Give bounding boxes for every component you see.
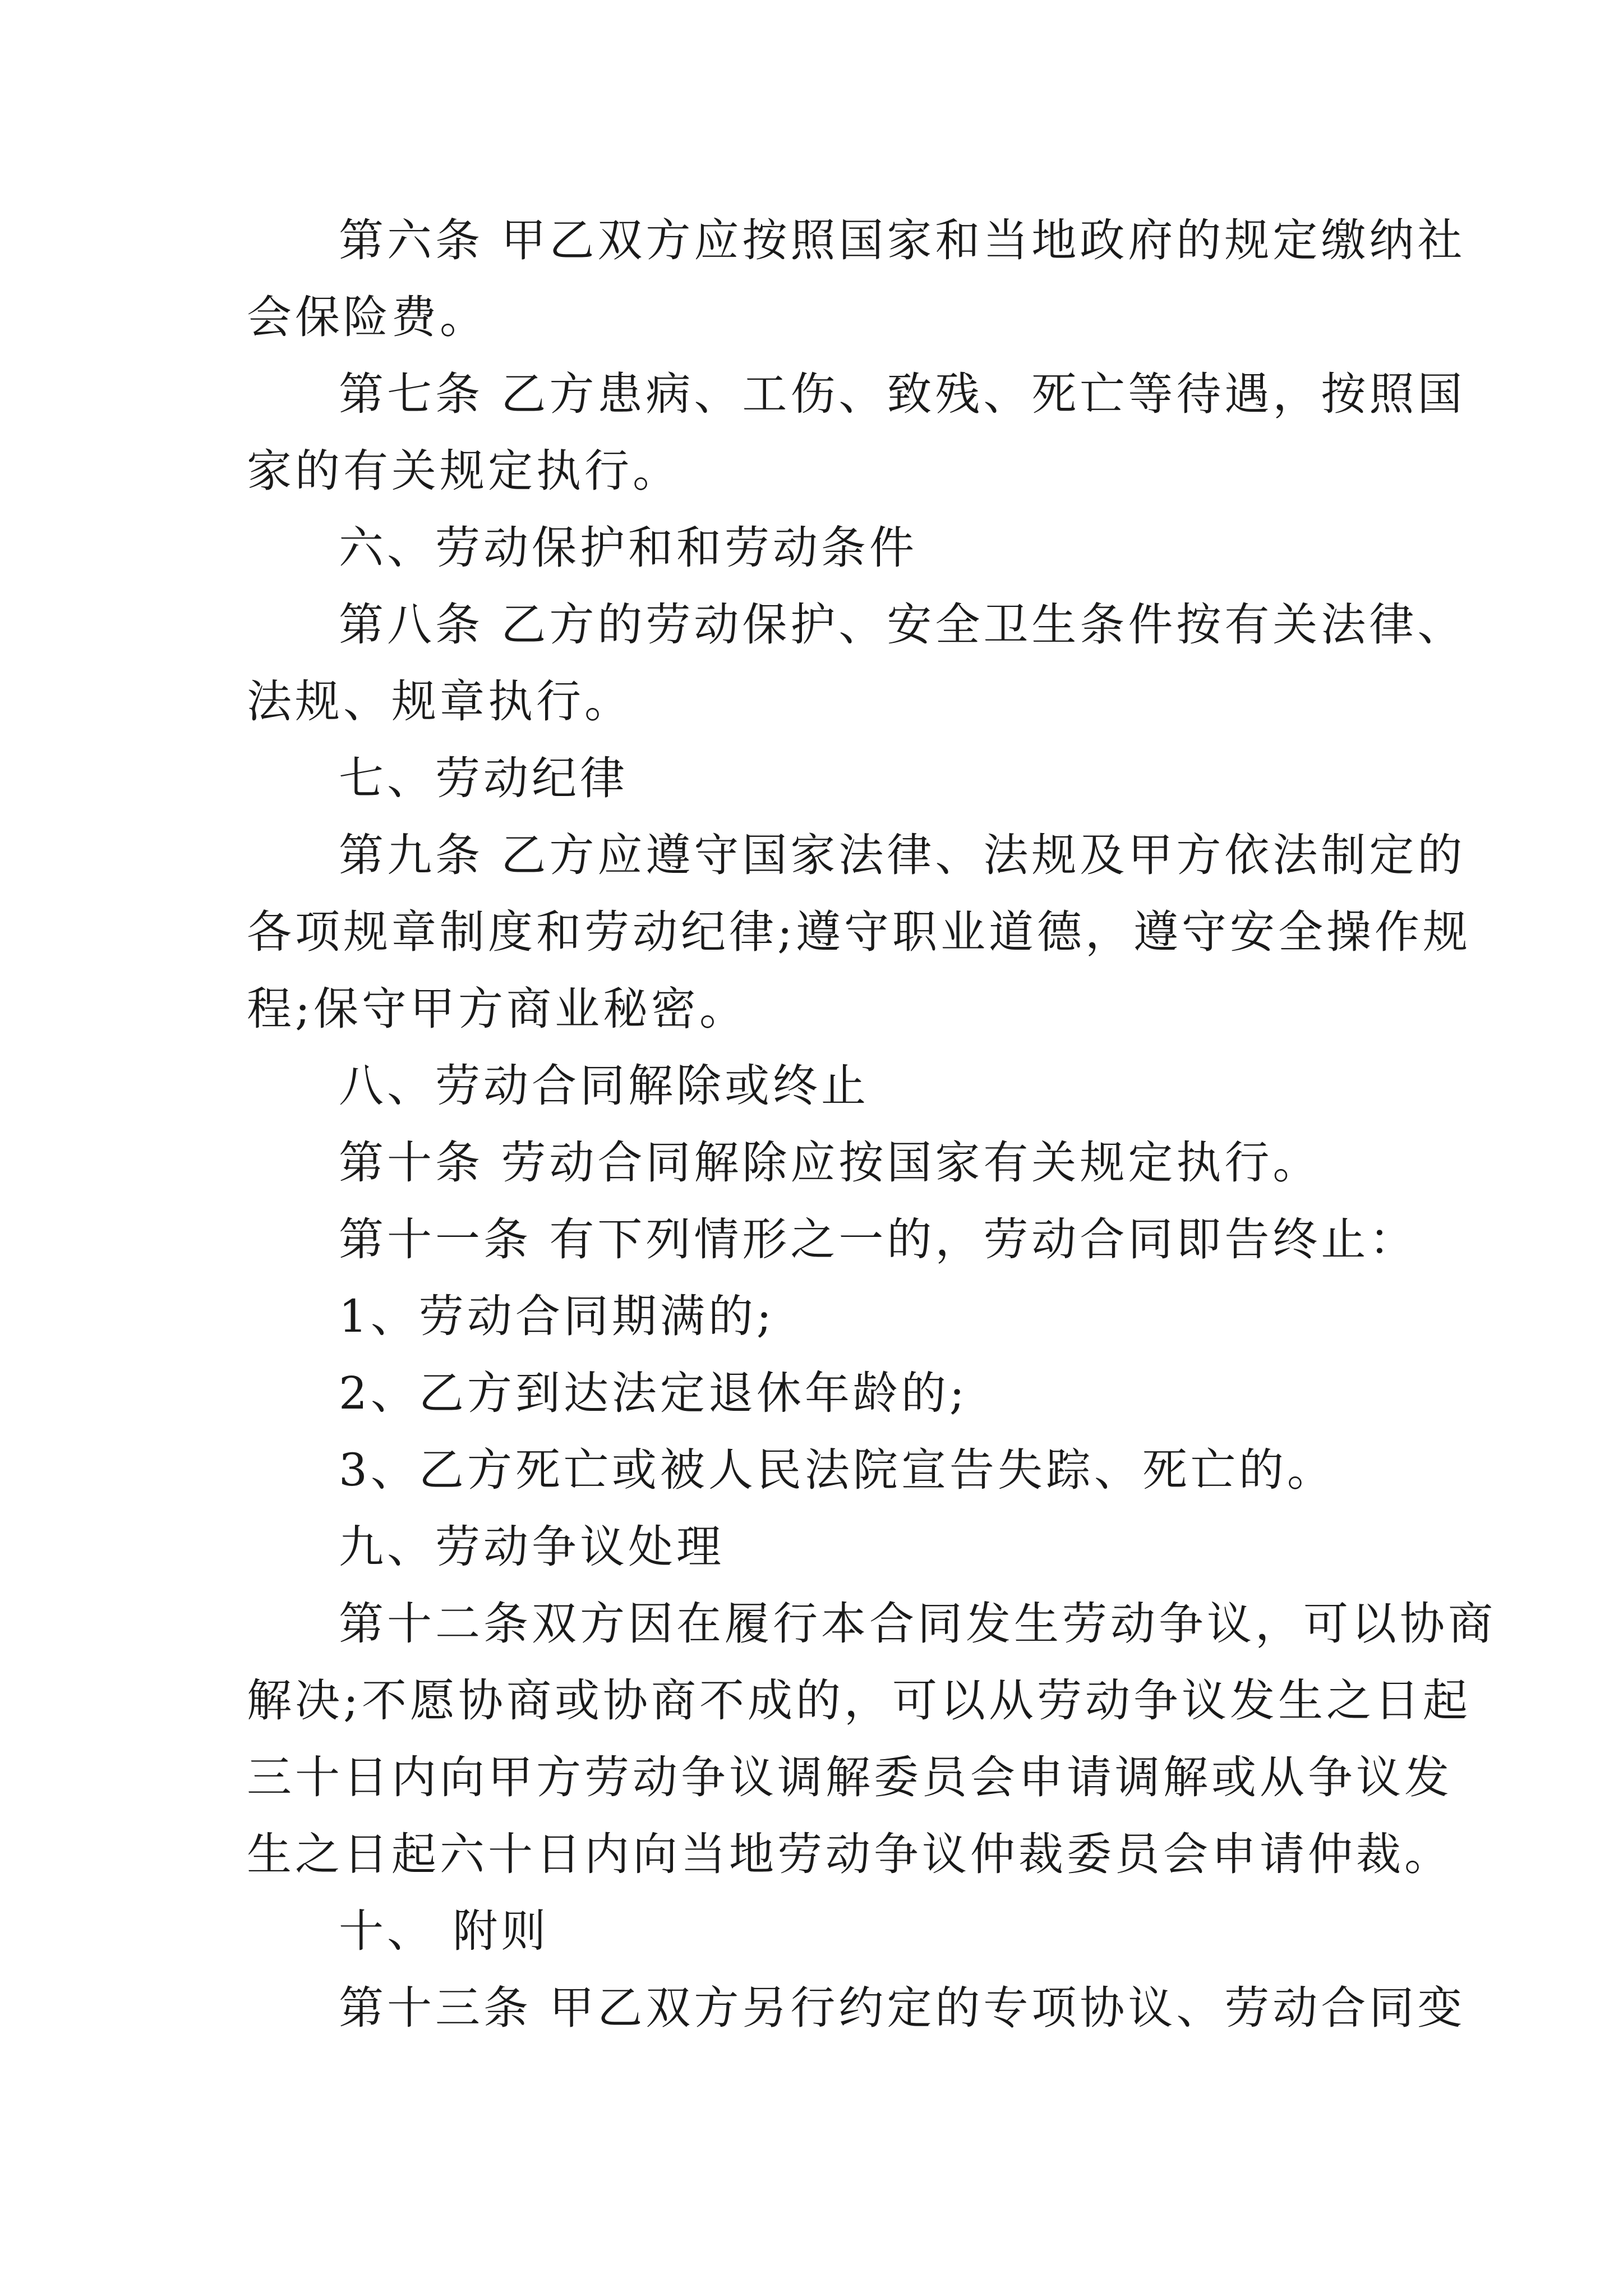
article-12-line-2: 解决;不愿协商或协商不成的，可以从劳动争议发生之日起 <box>247 1674 1471 1727</box>
article-9-line-2: 各项规章制度和劳动纪律;遵守职业道德，遵守安全操作规 <box>247 906 1471 958</box>
article-8-line-2: 法规、规章执行。 <box>247 675 633 728</box>
article-10-line-1: 第十条 劳动合同解除应按国家有关规定执行。 <box>339 1137 1321 1189</box>
section-8-heading: 八、劳动合同解除或终止 <box>339 1060 869 1112</box>
article-12-line-3: 三十日内向甲方劳动争议调解委员会申请调解或从争议发 <box>247 1751 1453 1803</box>
article-6-line-1: 第六条 甲乙双方应按照国家和当地政府的规定缴纳社 <box>339 214 1466 266</box>
section-6-heading: 六、劳动保护和和劳动条件 <box>339 522 917 574</box>
article-8-line-1: 第八条 乙方的劳动保护、安全卫生条件按有关法律、 <box>339 599 1466 651</box>
article-11-item-3: 3、乙方死亡或被人民法院宣告失踪、死亡的。 <box>339 1444 1335 1496</box>
article-9-line-3: 程;保守甲方商业秘密。 <box>247 983 748 1035</box>
article-12-line-1: 第十二条双方因在履行本合同发生劳动争议，可以协商 <box>339 1598 1496 1650</box>
document-body <box>247 202 1496 2046</box>
article-12-line-4: 生之日起六十日内向当地劳动争议仲裁委员会申请仲裁。 <box>247 1828 1453 1880</box>
article-11-item-2: 2、乙方到达法定退休年龄的; <box>339 1367 968 1419</box>
section-7-heading: 七、劳动纪律 <box>339 752 628 804</box>
article-7-line-2: 家的有关规定执行。 <box>247 445 681 497</box>
article-13-line-1: 第十三条 甲乙双方另行约定的专项协议、劳动合同变 <box>339 1982 1466 2034</box>
section-10-heading: 十、 附则 <box>339 1905 550 1957</box>
section-9-heading: 九、劳动争议处理 <box>339 1521 725 1573</box>
article-6-line-2: 会保险费。 <box>247 291 488 343</box>
article-7-line-1: 第七条 乙方患病、工伤、致残、死亡等待遇，按照国 <box>339 368 1466 420</box>
article-9-line-1: 第九条 乙方应遵守国家法律、法规及甲方依法制定的 <box>339 829 1466 881</box>
article-11-line-1: 第十一条 有下列情形之一的，劳动合同即告终止： <box>339 1213 1418 1266</box>
article-11-item-1: 1、劳动合同期满的; <box>339 1290 775 1342</box>
